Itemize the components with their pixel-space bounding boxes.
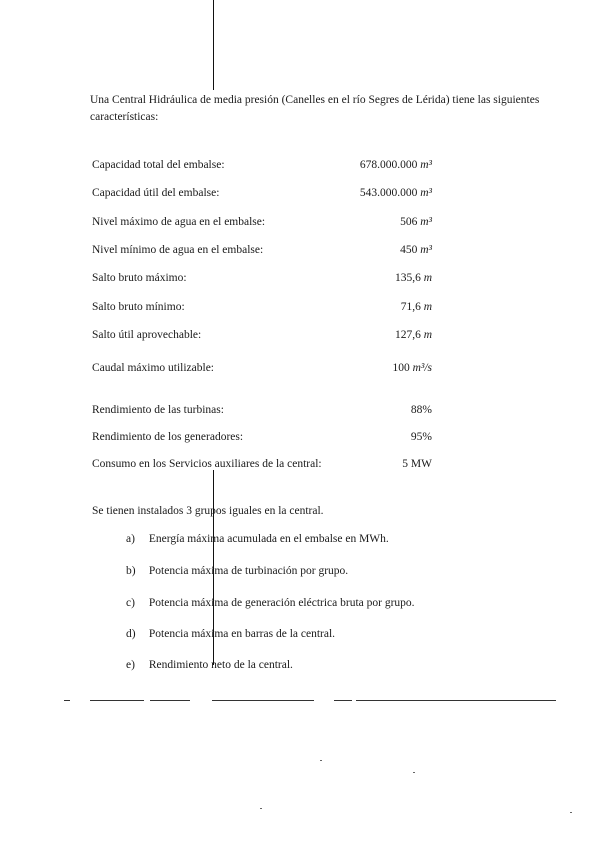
divider-rule (356, 700, 556, 701)
divider-rule (150, 700, 190, 701)
spec-value: 506 m³ (400, 216, 432, 228)
spec-row (92, 159, 432, 175)
question-letter: a) (126, 533, 135, 545)
scan-line-top (213, 0, 214, 90)
spec-value: 135,6 m (394, 272, 432, 284)
question-letter: d) (126, 628, 136, 640)
question-item (126, 533, 389, 545)
scan-speck (260, 808, 262, 809)
question-item (126, 597, 415, 609)
spec-label: Rendimiento de los generadores: (92, 431, 244, 443)
spec-row (92, 431, 432, 447)
spec-label: Capacidad total del embalse: (92, 159, 225, 171)
spec-value: 543.000.000 m³ (359, 187, 432, 199)
spec-row (92, 272, 432, 288)
spec-value: 95% (410, 431, 432, 443)
problem-statement: Se tienen instalados 3 grupos iguales en la central. (92, 505, 324, 517)
divider-rule (212, 700, 314, 701)
question-letter: c) (126, 597, 135, 609)
scan-speck (570, 812, 572, 813)
spec-row (92, 404, 432, 420)
spec-row (92, 216, 432, 232)
question-item (126, 659, 293, 671)
question-text: Energía máxima acumulada en el embalse en MWh. (148, 533, 389, 545)
spec-value: 127,6 m (394, 329, 432, 341)
spec-value: 678.000.000 m³ (359, 159, 432, 171)
spec-label: Nivel mínimo de agua en el embalse: (92, 244, 264, 256)
spec-label: Salto bruto mínimo: (92, 301, 185, 313)
spec-row (92, 362, 432, 378)
scan-speck (413, 772, 415, 773)
spec-row (92, 329, 432, 345)
spec-label: Salto útil aprovechable: (92, 329, 202, 341)
spec-row (92, 187, 432, 203)
spec-label: Salto bruto máximo: (92, 272, 187, 284)
divider-rule (334, 700, 352, 701)
spec-label: Consumo en los Servicios auxiliares de la central: (92, 458, 322, 470)
question-letter: e) (126, 659, 135, 671)
spec-label: Nivel máximo de agua en el embalse: (92, 216, 266, 228)
spec-label: Caudal máximo utilizable: (92, 362, 214, 374)
scan-speck (320, 760, 322, 761)
question-item (126, 628, 335, 640)
question-text: Rendimiento neto de la central. (148, 659, 293, 671)
spec-value: 450 m³ (400, 244, 432, 256)
spec-label: Rendimiento de las turbinas: (92, 404, 224, 416)
question-text: Potencia máxima de turbinación por grupo. (148, 565, 349, 577)
problem-intro: Una Central Hidráulica de media presión (Canelles en el río Segres de Lérida) tiene las siguientes características: (90, 94, 540, 123)
spec-row (92, 244, 432, 260)
spec-row (92, 301, 432, 317)
spec-value: 88% (410, 404, 432, 416)
divider-rule (64, 700, 70, 701)
question-text: Potencia máxima en barras de la central. (148, 628, 336, 640)
spec-value: 5 MW (402, 458, 432, 470)
spec-label: Capacidad útil del embalse: (92, 187, 220, 199)
question-letter: b) (126, 565, 136, 577)
spec-value: 71,6 m (400, 301, 432, 313)
spec-value: 100 m³/s (392, 362, 432, 374)
question-text: Potencia máxima de generación eléctrica bruta por grupo. (148, 597, 415, 609)
question-item (126, 565, 348, 577)
divider-rule (90, 700, 144, 701)
spec-row (92, 458, 432, 474)
